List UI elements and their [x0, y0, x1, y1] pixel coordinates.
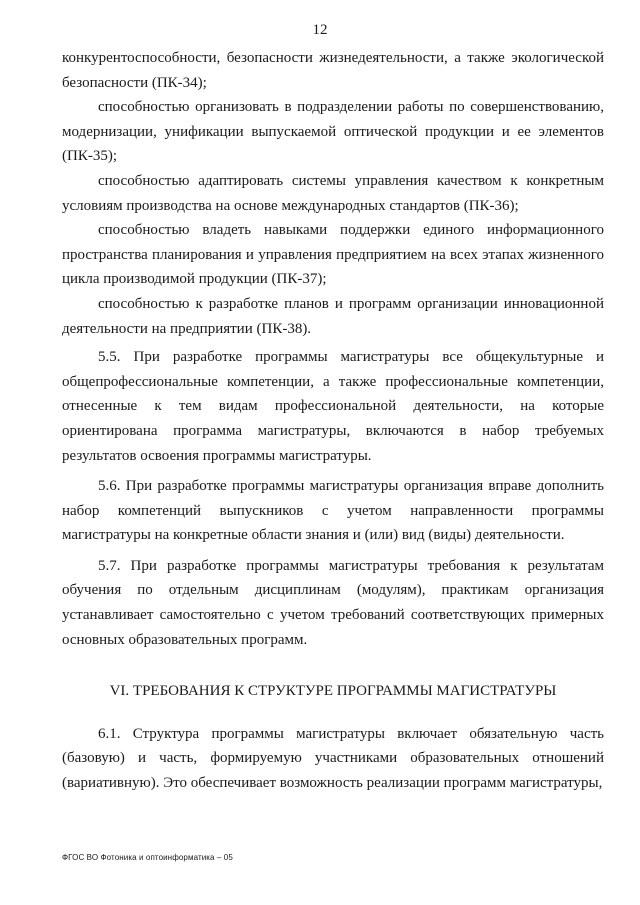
paragraph-5-7: 5.7. При разработке программы магистратуры требования к результатам обучения по отдельным дисциплинам (модулям), практикам организация устанавливает самостоятельно с учетом требований соответствующих примерных основных образовательных программ.	[62, 557, 604, 648]
paragraph-pk34-continuation: конкурентоспособности, безопасности жизнедеятельности, а также экологической безопасности (ПК-34);	[62, 50, 604, 91]
document-body	[62, 46, 604, 796]
page-number: 12	[312, 22, 328, 38]
paragraph-5-5: 5.5. При разработке программы магистратуры все общекультурные и общепрофессиональные компетенции, а также профессиональные компетенции, отнесенные к тем видам профессиональной деятельности, на которые ориентирована программа магистратуры, включаются в набор требуемых результатов освоения программы магистратуры.	[62, 349, 604, 464]
paragraph-6-1: 6.1. Структура программы магистратуры включает обязательную часть (базовую) и часть, формируемую участниками образовательных отношений (вариативную). Это обеспечивает возможность реализации программ магистратуры,	[62, 725, 604, 792]
paragraph-pk35: способностью организовать в подразделении работы по совершенствованию, модернизации, унификации выпускаемой оптической продукции и ее элементов (ПК-35);	[62, 99, 604, 165]
paragraph-pk36: способностью адаптировать системы управления качеством к конкретным условиям производства на основе международных стандартов (ПК-36);	[62, 172, 604, 214]
paragraph-5-6: 5.6. При разработке программы магистратуры организация вправе дополнить набор компетенций выпускников с учетом направленности программы магистратуры на конкретные области знания и (или) вид (виды) деятельности.	[62, 478, 604, 544]
section-heading: VI. ТРЕБОВАНИЯ К СТРУКТУРЕ ПРОГРАММЫ МАГИСТРАТУРЫ	[109, 683, 557, 700]
paragraph-pk38: способностью к разработке планов и программ организации инновационной деятельности на предприятии (ПК-38).	[62, 295, 604, 337]
footer-document-code: ФГОС ВО Фотоника и оптоинформатика – 05	[62, 853, 233, 862]
paragraph-pk37: способностью владеть навыками поддержки единого информационного пространства планирования и управления предприятием на всех этапах жизненного цикла производимой продукции (ПК-37);	[62, 222, 604, 288]
